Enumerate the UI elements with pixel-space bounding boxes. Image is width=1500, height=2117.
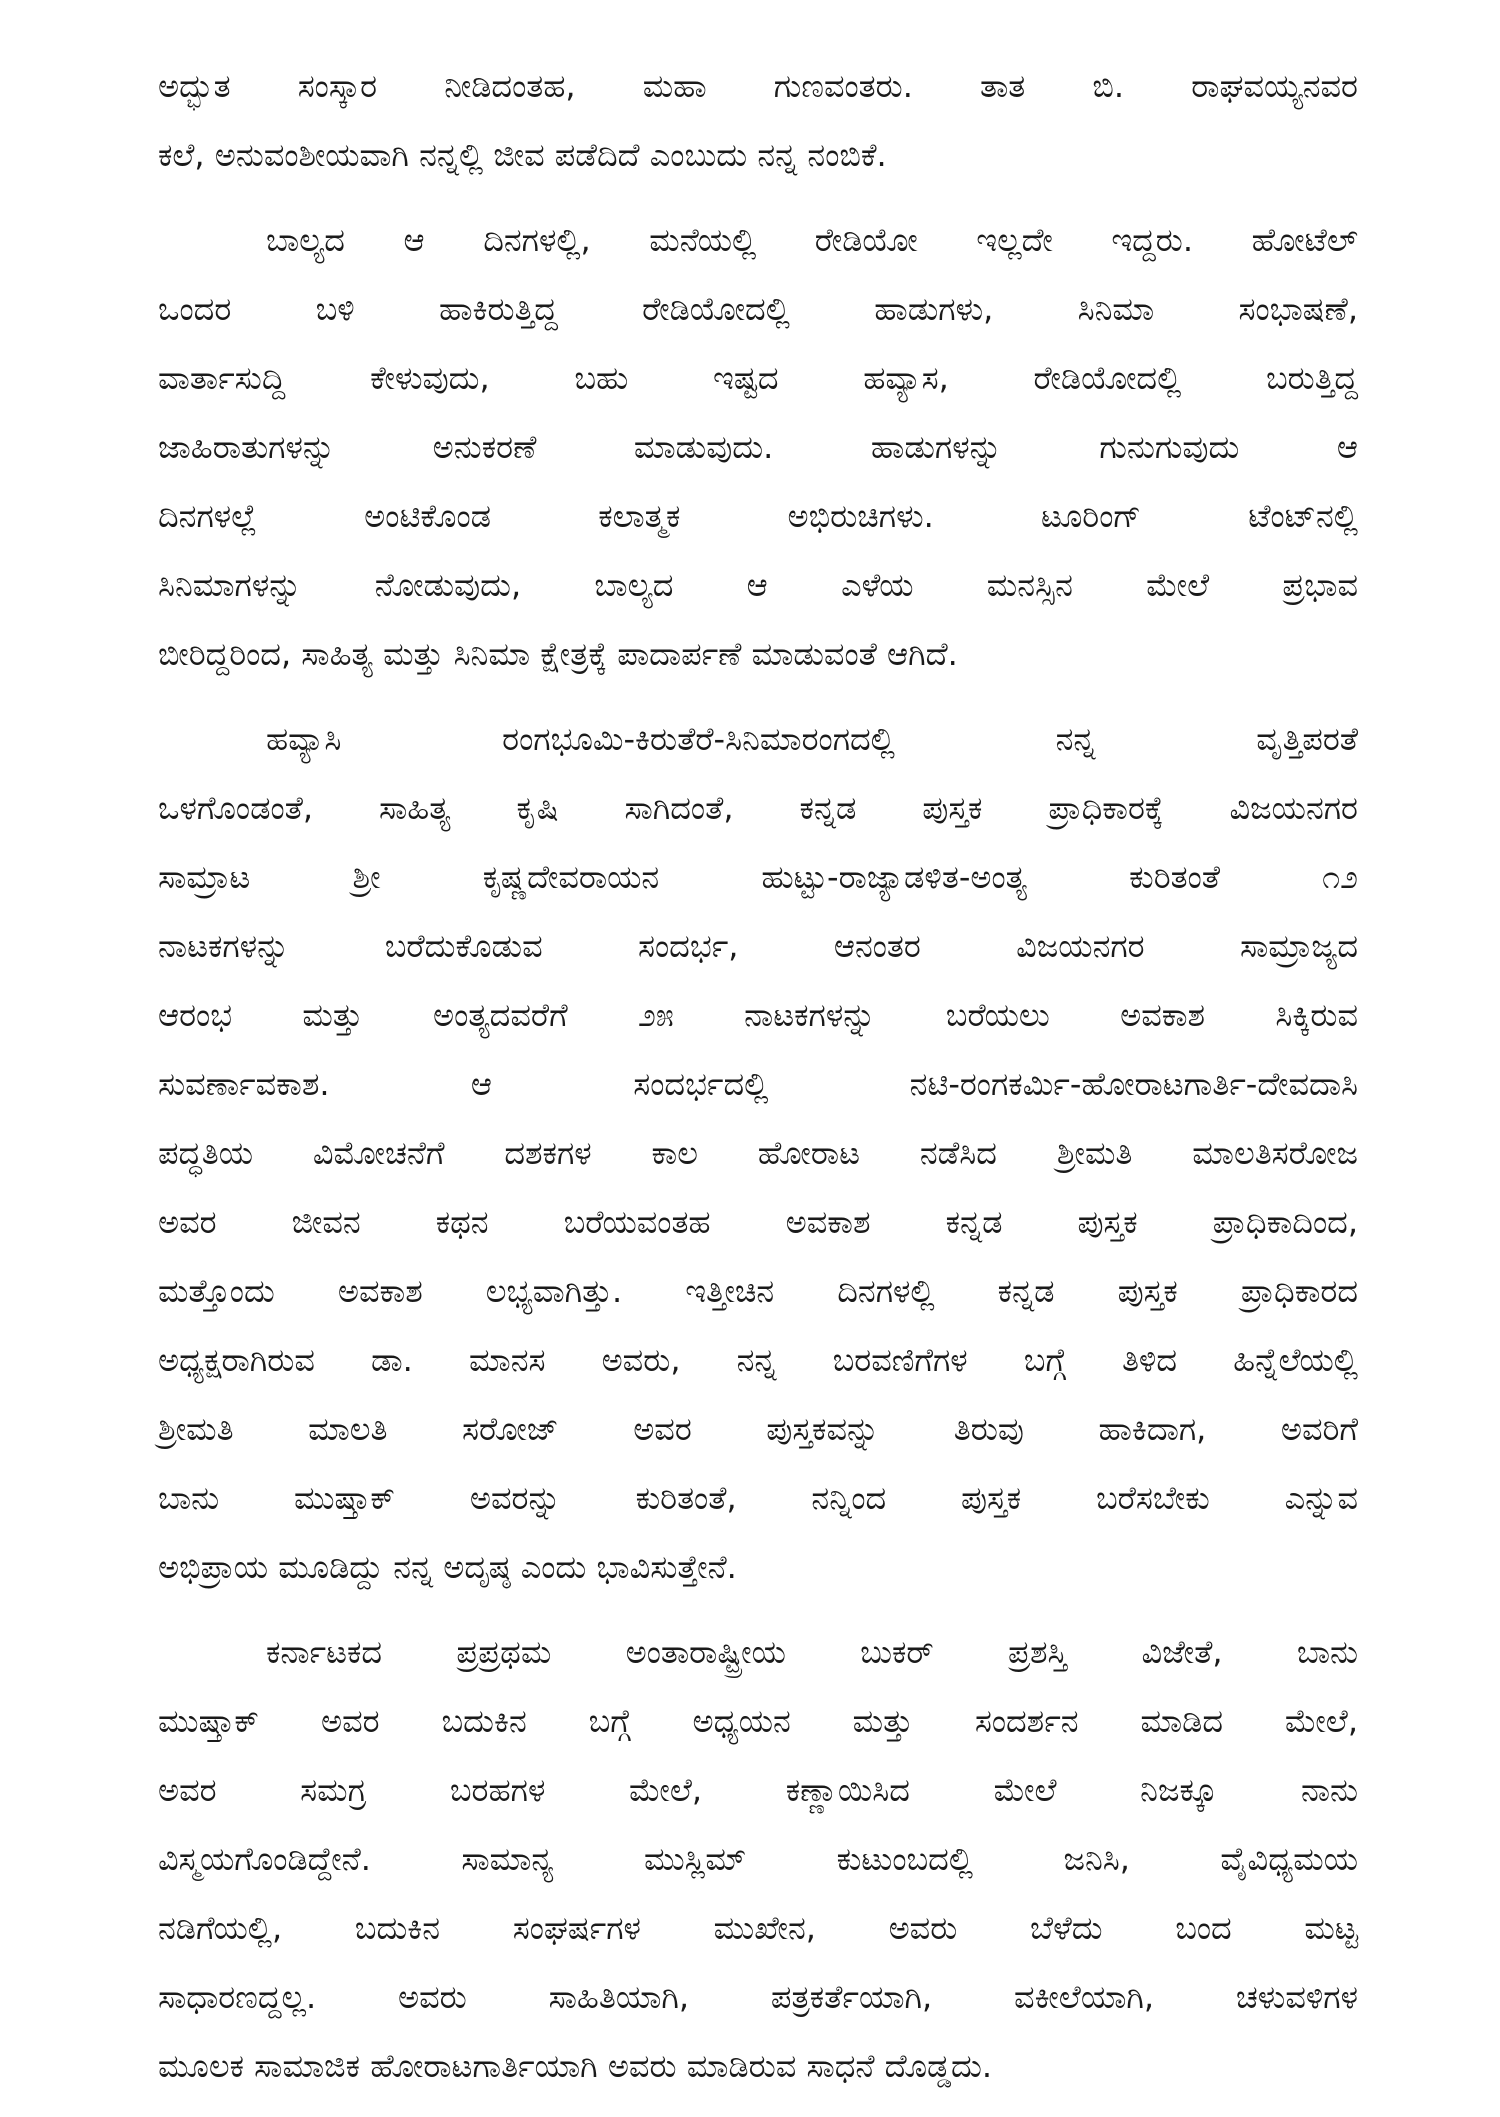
text-line: ನಾಟಕಗಳನ್ನು ಬರೆದುಕೊಡುವ ಸಂದರ್ಭ, ಆನಂತರ ವಿಜಯನಗರ ಸಾಮ್ರಾಜ್ಯದ: [158, 927, 1358, 965]
text-line: ಒಂದರ ಬಳಿ ಹಾಕಿರುತ್ತಿದ್ದ ರೇಡಿಯೋದಲ್ಲಿ ಹಾಡುಗಳು, ಸಿನಿಮಾ ಸಂಭಾಷಣೆ,: [158, 290, 1358, 328]
text-line: ಅವರ ಜೀವನ ಕಥನ ಬರೆಯವಂತಹ ಅವಕಾಶ ಕನ್ನಡ ಪುಸ್ತಕ ಪ್ರಾಧಿಕಾದಿಂದ,: [158, 1203, 1358, 1241]
text-line: ಕರ್ನಾಟಕದ ಪ್ರಪ್ರಥಮ ಅಂತಾರಾಷ್ಟ್ರೀಯ ಬುಕರ್ ಪ್ರಶಸ್ತಿ ವಿಜೇತೆ, ಬಾನು: [266, 1633, 1358, 1671]
text-line: ವಾರ್ತಾಸುದ್ದಿ ಕೇಳುವುದು, ಬಹು ಇಷ್ಟದ ಹವ್ಯಾಸ, ರೇಡಿಯೋದಲ್ಲಿ ಬರುತ್ತಿದ್ದ: [158, 359, 1358, 397]
text-line: ಅಧ್ಯಕ್ಷರಾಗಿರುವ ಡಾ. ಮಾನಸ ಅವರು, ನನ್ನ ಬರವಣಿಗೆಗಳ ಬಗ್ಗೆ ತಿಳಿದ ಹಿನ್ನೆಲೆಯಲ್ಲಿ: [158, 1341, 1358, 1379]
text-line: ಸಾಧಾರಣದ್ದಲ್ಲ. ಅವರು ಸಾಹಿತಿಯಾಗಿ, ಪತ್ರಕರ್ತೆಯಾಗಿ, ವಕೀಲೆಯಾಗಿ, ಚಳುವಳಿಗಳ: [158, 1978, 1358, 2016]
text-line: ಬೀರಿದ್ದರಿಂದ, ಸಾಹಿತ್ಯ ಮತ್ತು ಸಿನಿಮಾ ಕ್ಷೇತ್ರಕ್ಕೆ ಪಾದಾರ್ಪಣೆ ಮಾಡುವಂತೆ ಆಗಿದೆ.: [158, 635, 958, 673]
text-line: ಪದ್ಧತಿಯ ವಿಮೋಚನೆಗೆ ದಶಕಗಳ ಕಾಲ ಹೋರಾಟ ನಡೆಸಿದ ಶ್ರೀಮತಿ ಮಾಲತಿಸರೋಜ: [158, 1134, 1358, 1172]
text-line: ಸಿನಿಮಾಗಳನ್ನು ನೋಡುವುದು, ಬಾಲ್ಯದ ಆ ಎಳೆಯ ಮನಸ್ಸಿನ ಮೇಲೆ ಪ್ರಭಾವ: [158, 566, 1358, 604]
text-line: ಒಳಗೊಂಡಂತೆ, ಸಾಹಿತ್ಯ ಕೃಷಿ ಸಾಗಿದಂತೆ, ಕನ್ನಡ ಪುಸ್ತಕ ಪ್ರಾಧಿಕಾರಕ್ಕೆ ವಿಜಯನಗರ: [158, 789, 1358, 827]
body-text: [158, 52, 1358, 2117]
text-line: ದಿನಗಳಲ್ಲೆ ಅಂಟಿಕೊಂಡ ಕಲಾತ್ಮಕ ಅಭಿರುಚಿಗಳು. ಟೂರಿಂಗ್ ಟೆಂಟ್‌ನಲ್ಲಿ: [158, 497, 1358, 535]
text-line: ಬಾಲ್ಯದ ಆ ದಿನಗಳಲ್ಲಿ, ಮನೆಯಲ್ಲಿ ರೇಡಿಯೋ ಇಲ್ಲದೇ ಇದ್ದರು. ಹೋಟೆಲ್: [266, 221, 1358, 259]
text-line: ವಿಸ್ಮಯಗೊಂಡಿದ್ದೇನೆ. ಸಾಮಾನ್ಯ ಮುಸ್ಲಿಮ್ ಕುಟುಂಬದಲ್ಲಿ ಜನಿಸಿ, ವೈವಿಧ್ಯಮಯ: [158, 1840, 1358, 1878]
text-line: ಸಾಮ್ರಾಟ ಶ್ರೀ ಕೃಷ್ಣದೇವರಾಯನ ಹುಟ್ಟು-ರಾಜ್ಯಾಡಳಿತ-ಅಂತ್ಯ ಕುರಿತಂತೆ ೧೨: [158, 858, 1358, 896]
text-line: ಅಭಿಪ್ರಾಯ ಮೂಡಿದ್ದು ನನ್ನ ಅದೃಷ್ಠ ಎಂದು ಭಾವಿಸುತ್ತೇನೆ.: [158, 1548, 737, 1586]
text-line: ಅವರ ಸಮಗ್ರ ಬರಹಗಳ ಮೇಲೆ, ಕಣ್ಣಾಯಿಸಿದ ಮೇಲೆ ನಿಜಕ್ಕೂ ನಾನು: [158, 1771, 1358, 1809]
paragraph: [158, 705, 1358, 1602]
text-line: ಸುವರ್ಣಾವಕಾಶ. ಆ ಸಂದರ್ಭದಲ್ಲಿ ನಟಿ-ರಂಗಕರ್ಮಿ-ಹೋರಾಟಗಾರ್ತಿ-ದೇವದಾಸಿ: [158, 1065, 1358, 1103]
text-line: ಬಾನು ಮುಷ್ತಾಕ್ ಅವರನ್ನು ಕುರಿತಂತೆ, ನನ್ನಿಂದ ಪುಸ್ತಕ ಬರೆಸಬೇಕು ಎನ್ನುವ: [158, 1479, 1358, 1517]
text-line: ಶ್ರೀಮತಿ ಮಾಲತಿ ಸರೋಜ್ ಅವರ ಪುಸ್ತಕವನ್ನು ತಿರುವು ಹಾಕಿದಾಗ, ಅವರಿಗೆ: [158, 1410, 1358, 1448]
paragraph: [158, 52, 1358, 190]
paragraph: [158, 206, 1358, 689]
text-line: ಮತ್ತೊಂದು ಅವಕಾಶ ಲಭ್ಯವಾಗಿತ್ತು. ಇತ್ತೀಚಿನ ದಿನಗಳಲ್ಲಿ ಕನ್ನಡ ಪುಸ್ತಕ ಪ್ರಾಧಿಕಾರದ: [158, 1272, 1358, 1310]
text-line: ಕಲೆ, ಅನುವಂಶೀಯವಾಗಿ ನನ್ನಲ್ಲಿ ಜೀವ ಪಡೆದಿದೆ ಎಂಬುದು ನನ್ನ ನಂಬಿಕೆ.: [158, 136, 887, 174]
text-line: ಹವ್ಯಾಸಿ ರಂಗಭೂಮಿ-ಕಿರುತೆರೆ-ಸಿನಿಮಾರಂಗದಲ್ಲಿ ನನ್ನ ವೃತ್ತಿಪರತೆ: [266, 720, 1358, 758]
text-line: ಆರಂಭ ಮತ್ತು ಅಂತ್ಯದವರೆಗೆ ೨೫ ನಾಟಕಗಳನ್ನು ಬರೆಯಲು ಅವಕಾಶ ಸಿಕ್ಕಿರುವ: [158, 996, 1358, 1034]
text-line: ಅದ್ಭುತ ಸಂಸ್ಕಾರ ನೀಡಿದಂತಹ, ಮಹಾ ಗುಣವಂತರು. ತಾತ ಬಿ. ರಾಘವಯ್ಯನವರ: [158, 67, 1358, 105]
text-line: ಜಾಹಿರಾತುಗಳನ್ನು ಅನುಕರಣೆ ಮಾಡುವುದು. ಹಾಡುಗಳನ್ನು ಗುನುಗುವುದು ಆ: [158, 428, 1358, 466]
paragraph: [158, 1618, 1358, 2101]
text-line: ನಡಿಗೆಯಲ್ಲಿ, ಬದುಕಿನ ಸಂಘರ್ಷಗಳ ಮುಖೇನ, ಅವರು ಬೆಳೆದು ಬಂದ ಮಟ್ಟ: [158, 1909, 1358, 1947]
text-line: ಮೂಲಕ ಸಾಮಾಜಿಕ ಹೋರಾಟಗಾರ್ತಿಯಾಗಿ ಅವರು ಮಾಡಿರುವ ಸಾಧನೆ ದೊಡ್ಡದು.: [158, 2047, 993, 2085]
text-line: ಮುಷ್ತಾಕ್ ಅವರ ಬದುಕಿನ ಬಗ್ಗೆ ಅಧ್ಯಯನ ಮತ್ತು ಸಂದರ್ಶನ ಮಾಡಿದ ಮೇಲೆ,: [158, 1702, 1358, 1740]
